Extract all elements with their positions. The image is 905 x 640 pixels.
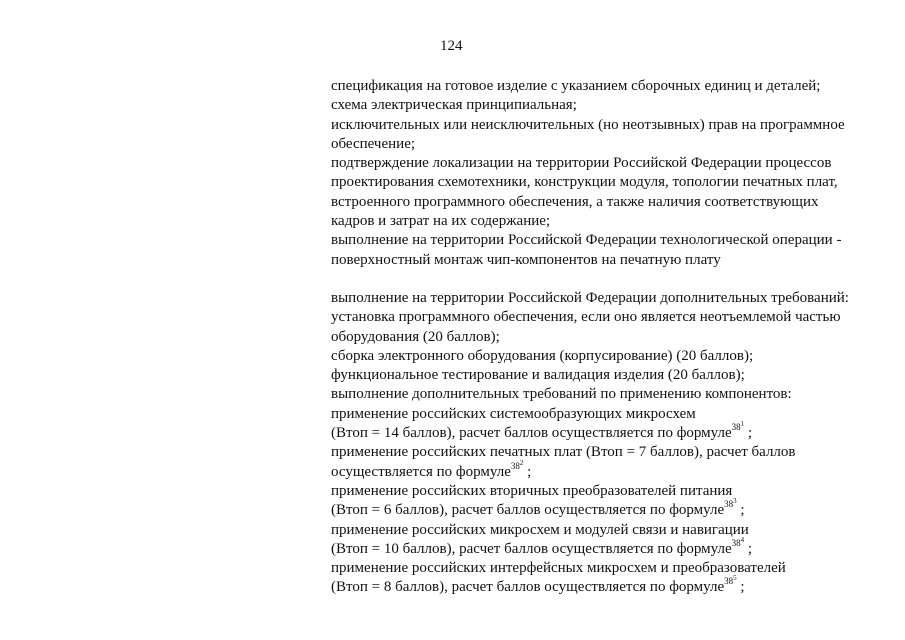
formula-number: 38 — [731, 537, 741, 548]
text-line: схема электрическая принципиальная; — [331, 97, 577, 114]
formula-index: 5 — [733, 574, 737, 583]
text-line: применение российских вторичных преобразователей питания — [331, 482, 733, 499]
text-line: обеспечение; — [331, 135, 416, 152]
text-line: применение российских интерфейсных микросхем и преобразователей — [331, 560, 786, 577]
formula-index: 4 — [740, 535, 745, 544]
formula-line — [331, 497, 891, 520]
formula-line — [331, 535, 891, 559]
formula-text: (Втоп = 6 баллов), расчет баллов осуществляется по формуле — [331, 502, 725, 519]
formula-ref — [724, 576, 737, 586]
text-line: выполнение на территории Российской Федерации дополнительных требований: — [331, 289, 849, 306]
formula-ref — [731, 535, 745, 548]
paragraph-gap — [331, 270, 891, 289]
formula-number: 38 — [731, 422, 741, 433]
formula-line — [331, 574, 891, 597]
formula-end: ; — [736, 502, 745, 519]
formula-text: осуществляется по формуле — [331, 463, 511, 480]
document-body — [331, 77, 891, 598]
formula-text: (Втоп = 10 баллов), расчет баллов осуществляется по формуле — [331, 540, 732, 557]
text-line: выполнение дополнительных требований по применению компонентов: — [331, 386, 792, 403]
text-line: применение российских печатных плат (Втоп = 7 баллов), расчет баллов — [331, 444, 796, 461]
text-line: подтверждение локализации на территории Российской Федерации процессов — [331, 155, 832, 172]
page-number: 124 — [440, 38, 463, 54]
formula-text: (Втоп = 8 баллов), расчет баллов осуществляется по формуле — [331, 579, 725, 596]
text-line: поверхностный монтаж чип-компонентов на печатную плату — [331, 251, 721, 268]
text-line: встроенного программного обеспечения, а также наличия соответствующих — [331, 193, 819, 210]
formula-end: ; — [744, 425, 753, 442]
text-line: исключительных или неисключительных (но неотзывных) прав на программное — [331, 116, 845, 133]
text-line: выполнение на территории Российской Федерации технологической операции - — [331, 232, 842, 249]
formula-index: 3 — [733, 497, 737, 506]
text-line: применение российских системообразующих микросхем — [331, 405, 696, 422]
formula-number: 38 — [510, 460, 520, 471]
formula-index: 2 — [519, 458, 524, 467]
formula-end: ; — [744, 540, 753, 557]
formula-line — [331, 458, 891, 482]
formula-end: ; — [523, 463, 532, 480]
text-line: функциональное тестирование и валидация изделия (20 баллов); — [331, 367, 745, 384]
formula-ref — [732, 422, 745, 432]
text-line: оборудования (20 баллов); — [331, 328, 500, 345]
formula-end: ; — [736, 579, 745, 596]
formula-text: (Втоп = 14 баллов), расчет баллов осуществляется по формуле — [331, 425, 732, 442]
formula-ref — [510, 458, 524, 471]
text-line: спецификация на готовое изделие с указанием сборочных единиц и деталей; — [331, 78, 821, 94]
formula-number: 38 — [724, 576, 734, 587]
text-line: применение российских микросхем и модулей связи и навигации — [331, 521, 749, 538]
text-line: сборка электронного оборудования (корпусирование) (20 баллов); — [331, 347, 754, 364]
text-line: установка программного обеспечения, если оно является неотъемлемой частью — [331, 309, 841, 326]
formula-ref — [724, 499, 737, 509]
formula-index: 1 — [740, 420, 745, 429]
text-line: проектирования схемотехники, конструкции модуля, топологии печатных плат, — [331, 174, 838, 191]
text-line: кадров и затрат на их содержание; — [331, 213, 551, 230]
formula-number: 38 — [724, 499, 734, 510]
formula-line — [331, 420, 891, 443]
